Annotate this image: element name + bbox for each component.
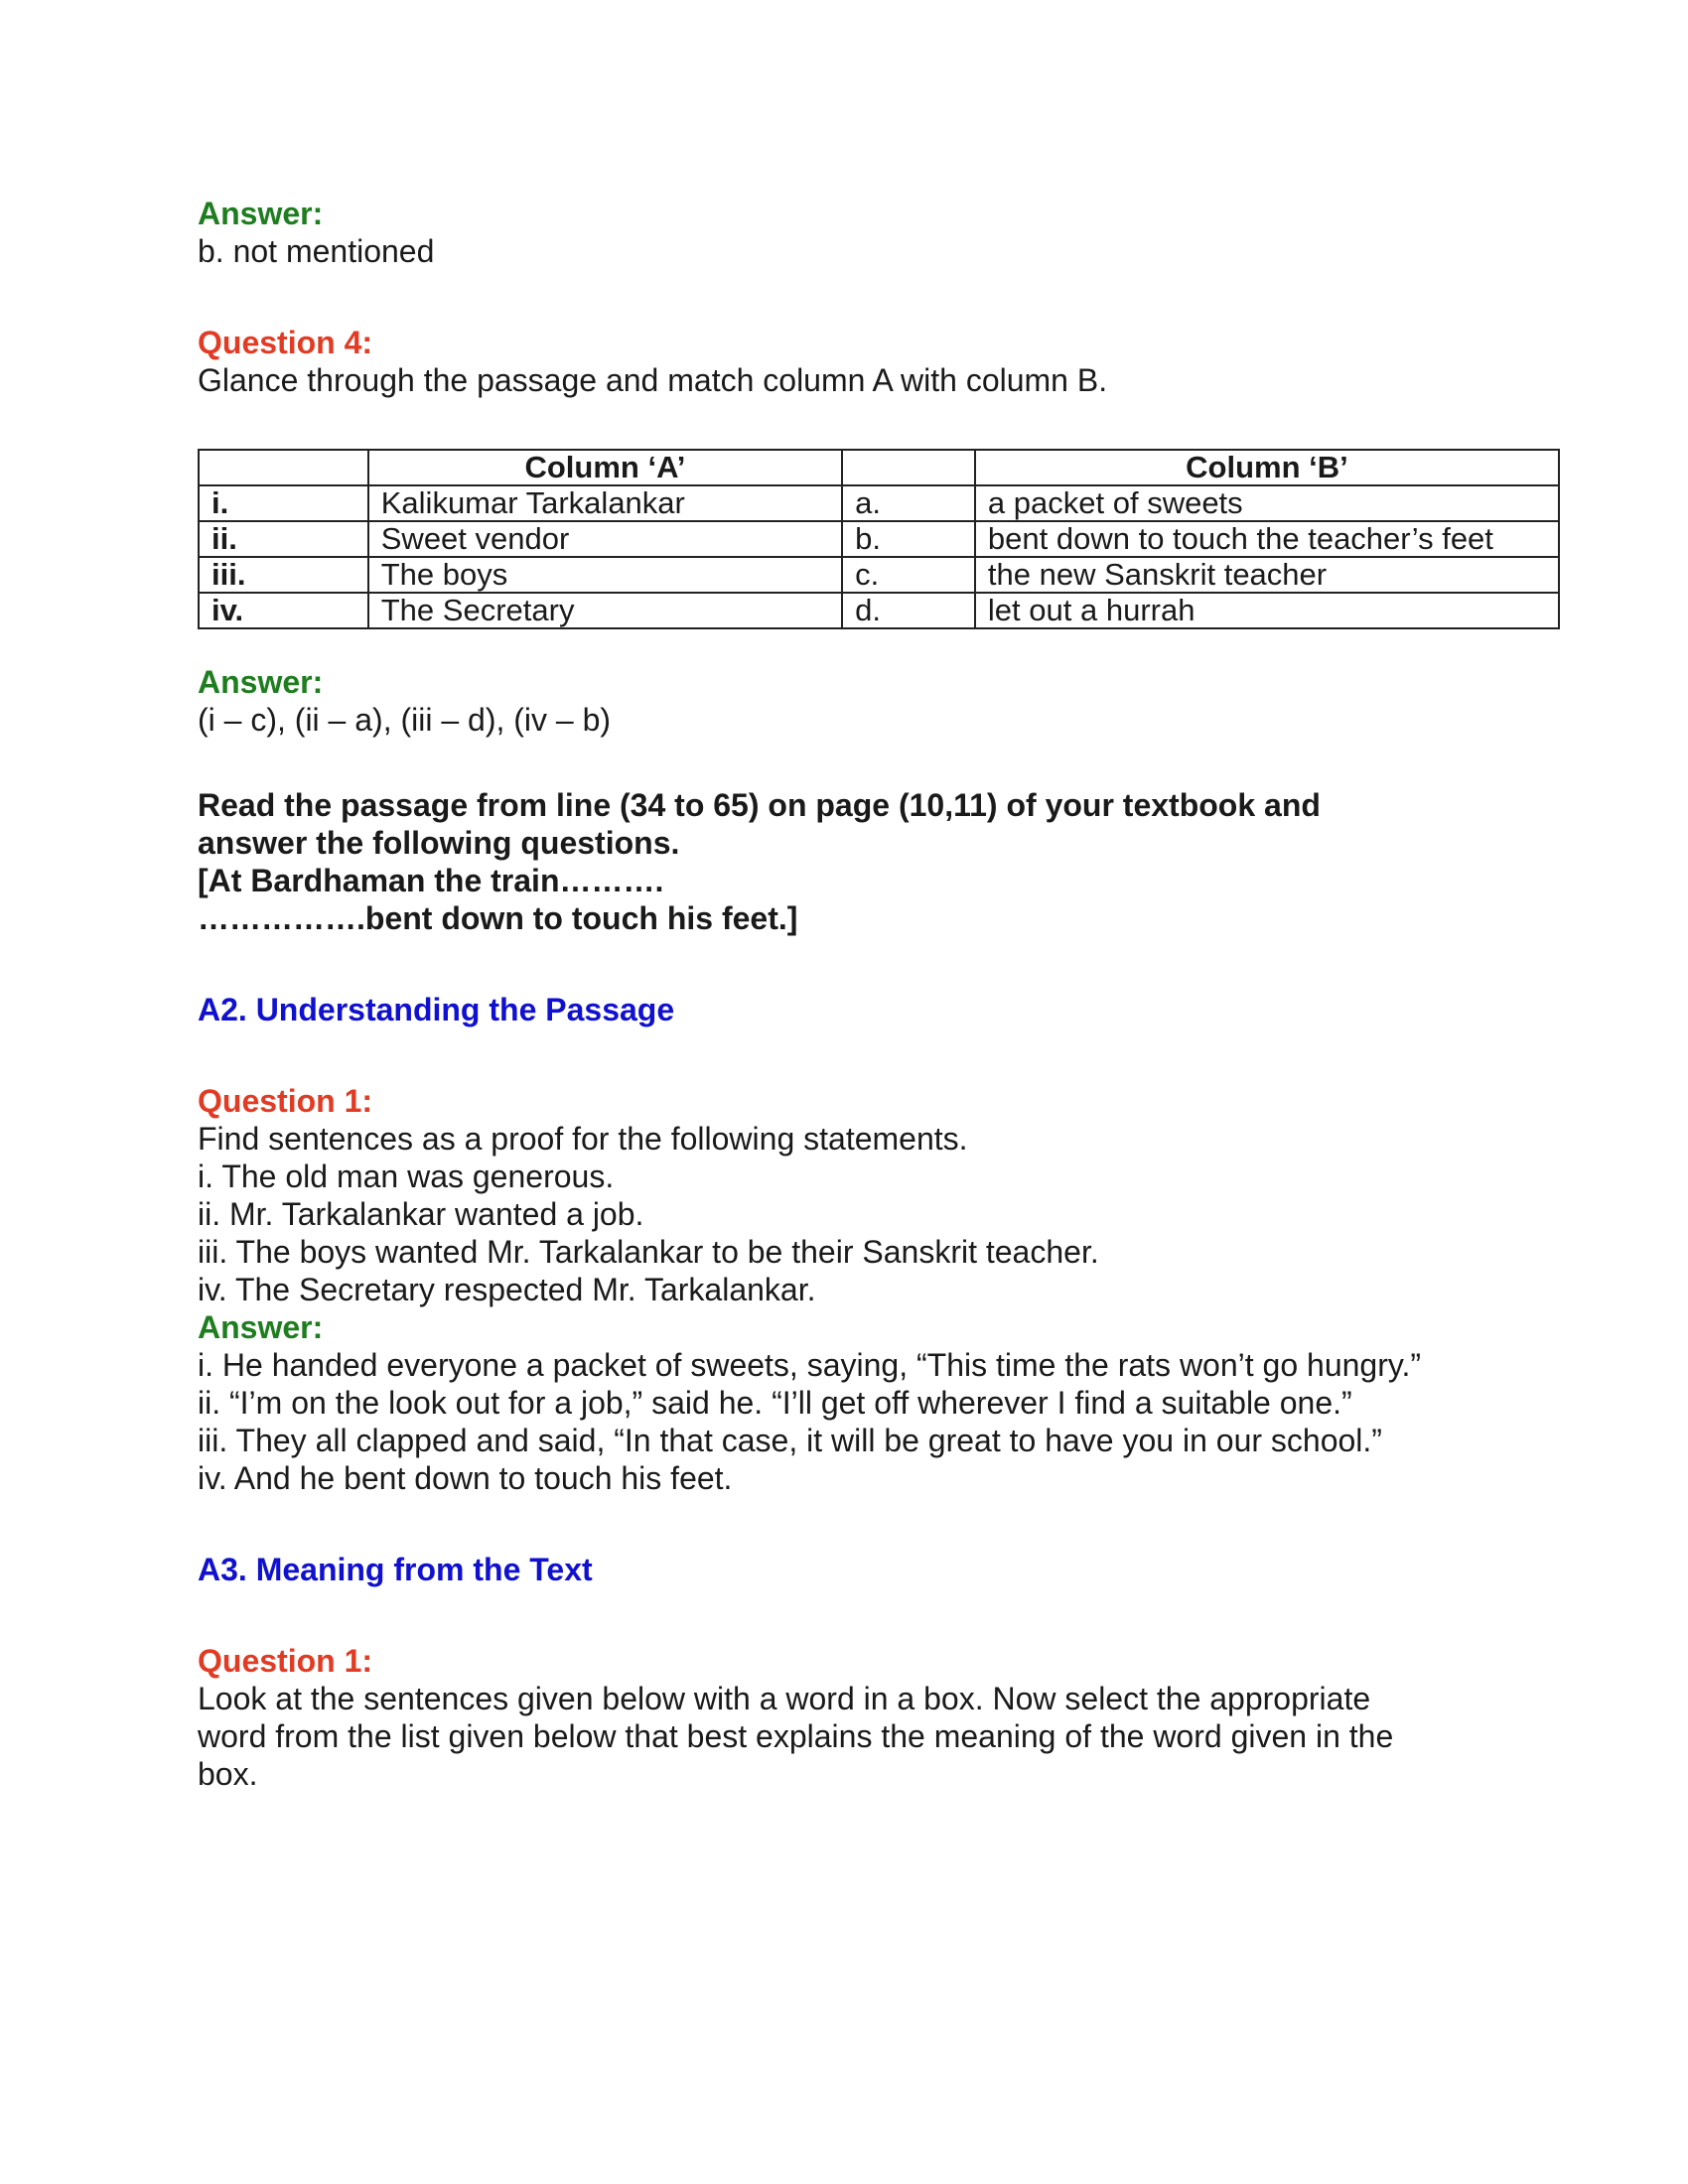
answer-line: ii. “I’m on the look out for a job,” said he. “I’ll get off wherever I find a suitable one.” bbox=[198, 1385, 1352, 1421]
question-label: Question 1: bbox=[198, 1083, 373, 1119]
table-cell: iv. bbox=[199, 593, 368, 628]
question-label: Question 4: bbox=[198, 325, 373, 360]
answer-label: Answer: bbox=[198, 664, 324, 700]
table-cell: b. bbox=[842, 521, 975, 557]
passage-reference: [At Bardhaman the train………. bbox=[198, 863, 664, 898]
table-header-cell: Column ‘A’ bbox=[368, 450, 842, 485]
table-header-cell bbox=[199, 450, 368, 485]
question-line: ii. Mr. Tarkalankar wanted a job. bbox=[198, 1196, 644, 1232]
question-line: iv. The Secretary respected Mr. Tarkalankar. bbox=[198, 1272, 816, 1307]
question-line: word from the list given below that best explains the meaning of the word given in the bbox=[198, 1718, 1394, 1754]
question-line: iii. The boys wanted Mr. Tarkalankar to be their Sanskrit teacher. bbox=[198, 1234, 1099, 1270]
table-cell: the new Sanskrit teacher bbox=[975, 557, 1559, 593]
table-cell: The boys bbox=[368, 557, 842, 593]
table-cell: Sweet vendor bbox=[368, 521, 842, 557]
answer-line: i. He handed everyone a packet of sweets, saying, “This time the rats won’t go hungry.” bbox=[198, 1347, 1422, 1383]
table-row bbox=[199, 593, 1559, 628]
passage-reference: …………….bent down to touch his feet.] bbox=[198, 900, 798, 936]
question-line: Look at the sentences given below with a word in a box. Now select the appropriate bbox=[198, 1681, 1371, 1716]
table-header-cell: Column ‘B’ bbox=[975, 450, 1559, 485]
table-cell: ii. bbox=[199, 521, 368, 557]
table-row bbox=[199, 557, 1559, 593]
answer-line: iii. They all clapped and said, “In that case, it will be great to have you in our school.” bbox=[198, 1423, 1382, 1458]
section-heading: A2. Understanding the Passage bbox=[198, 992, 675, 1027]
question-line: Find sentences as a proof for the following statements. bbox=[198, 1121, 968, 1157]
table-row bbox=[199, 521, 1559, 557]
table-header-row bbox=[199, 450, 1559, 485]
answer-text: b. not mentioned bbox=[198, 233, 435, 269]
table-cell: bent down to touch the teacher’s feet bbox=[975, 521, 1559, 557]
table-cell: let out a hurrah bbox=[975, 593, 1559, 628]
passage-reference: Read the passage from line (34 to 65) on page (10,11) of your textbook and bbox=[198, 787, 1321, 823]
question-text: Glance through the passage and match column A with column B. bbox=[198, 362, 1108, 398]
answer-line: iv. And he bent down to touch his feet. bbox=[198, 1460, 733, 1496]
section-heading: A3. Meaning from the Text bbox=[198, 1552, 593, 1587]
table-cell: d. bbox=[842, 593, 975, 628]
passage-reference: answer the following questions. bbox=[198, 825, 680, 861]
answer-label: Answer: bbox=[198, 196, 324, 231]
table-cell: The Secretary bbox=[368, 593, 842, 628]
match-table bbox=[198, 449, 1560, 629]
document-page bbox=[198, 195, 1558, 1793]
table-header-cell bbox=[842, 450, 975, 485]
answer-text: (i – c), (ii – a), (iii – d), (iv – b) bbox=[198, 702, 612, 738]
answer-label: Answer: bbox=[198, 1309, 324, 1345]
table-cell: iii. bbox=[199, 557, 368, 593]
table-cell: i. bbox=[199, 485, 368, 521]
table-cell: a. bbox=[842, 485, 975, 521]
question-line: i. The old man was generous. bbox=[198, 1159, 615, 1194]
question-line: box. bbox=[198, 1756, 258, 1792]
table-cell: c. bbox=[842, 557, 975, 593]
question-label: Question 1: bbox=[198, 1643, 373, 1679]
table-row bbox=[199, 485, 1559, 521]
table-cell: Kalikumar Tarkalankar bbox=[368, 485, 842, 521]
table-cell: a packet of sweets bbox=[975, 485, 1559, 521]
